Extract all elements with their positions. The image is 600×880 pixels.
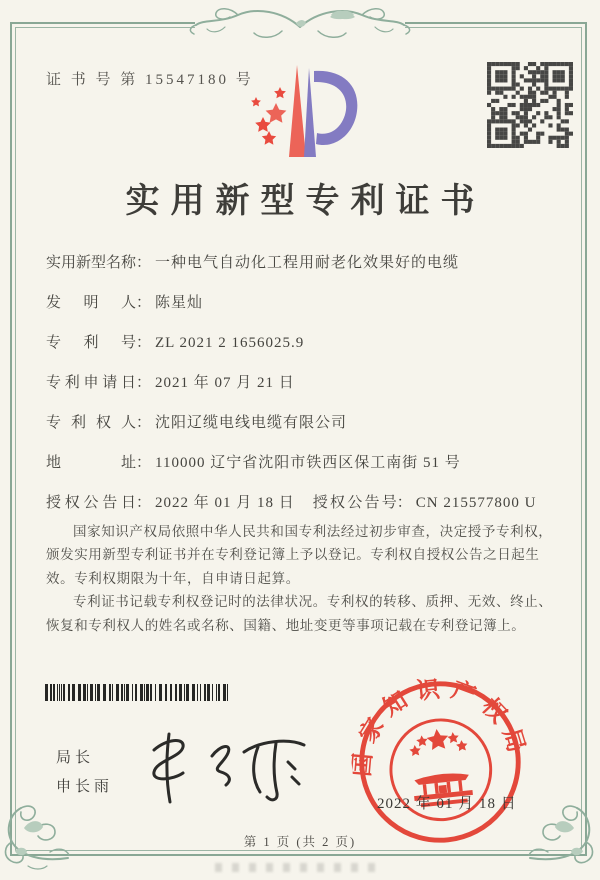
- field-colon: ：: [396, 495, 412, 511]
- field-colon: ：: [136, 415, 152, 431]
- field-label: 专利申请日: [46, 375, 136, 391]
- signer-name: 申长雨: [56, 778, 114, 795]
- field-row-patentee: [46, 412, 564, 452]
- field-colon: ：: [136, 295, 152, 311]
- cnipa-logo-icon: [236, 57, 366, 169]
- field-colon: ：: [136, 375, 152, 391]
- field-value: 2022 年 01 月 18 日: [155, 495, 295, 511]
- field-value: ZL 2021 2 1656025.9: [155, 335, 305, 351]
- field-label: 专利权人: [46, 415, 136, 431]
- legal-text: [46, 520, 562, 637]
- field-value: 一种电气自动化工程用耐老化效果好的电缆: [155, 255, 460, 271]
- field-list: [46, 252, 564, 532]
- field-row-address: [46, 452, 564, 492]
- field-colon: ：: [136, 495, 152, 511]
- signer-role: 局长: [56, 750, 95, 766]
- legal-paragraph-1: 国家知识产权局依照中华人民共和国专利法经过初步审查，决定授予专利权，颁发实用新型专利证书并在专利登记簿上予以登记。专利权自授权公告之日起生效。专利权期限为十年，自申请日起算。: [46, 524, 553, 586]
- field-value: 2021 年 07 月 21 日: [155, 375, 295, 391]
- field-value: 陈星灿: [155, 295, 204, 311]
- field-label: 授权公告日: [46, 495, 136, 511]
- top-flourish-ornament-icon: [185, 1, 415, 47]
- field-colon: ：: [136, 455, 152, 471]
- page-showthrough-smudge: [215, 863, 385, 872]
- field-value: 沈阳辽缆电线电缆有限公司: [155, 415, 348, 431]
- legal-paragraph-2: 专利证书记载专利权登记时的法律状况。专利权的转移、质押、无效、终止、恢复和专利权人的姓名或名称、国籍、地址变更等事项记载在专利登记簿上。: [46, 594, 553, 633]
- qr-code: [487, 62, 573, 148]
- seal-date: 2022 年 01 月 18 日: [377, 796, 517, 812]
- seal-ring-text: 国家知识产权局: [349, 675, 532, 778]
- field-row-filing-date: [46, 372, 564, 412]
- field-label: 发明人: [46, 295, 136, 311]
- signer-block: [56, 744, 113, 801]
- official-seal: [343, 665, 536, 858]
- field-row-name: [46, 252, 564, 292]
- field-colon: ：: [136, 255, 152, 271]
- field-value: CN 215577800 U: [415, 495, 537, 511]
- handwritten-signature-icon: [138, 722, 318, 806]
- field-label: 授权公告号: [312, 495, 397, 511]
- field-row-patent-no: [46, 332, 564, 372]
- field-label: 实用新型名称: [46, 255, 137, 271]
- certificate-title: 实用新型专利证书: [125, 183, 486, 220]
- barcode: [45, 684, 228, 701]
- field-row-inventor: [46, 292, 564, 332]
- field-label: 地址: [46, 455, 136, 471]
- page-number: 第 1 页 (共 2 页): [243, 835, 357, 849]
- field-label: 专利号: [46, 335, 136, 351]
- certificate-number: 证 书 号 第 15547180 号: [46, 72, 254, 88]
- svg-text:国家知识产权局: [343, 667, 533, 781]
- field-colon: ：: [136, 335, 152, 351]
- field-value: 110000 辽宁省沈阳市铁西区保工南街 51 号: [155, 455, 461, 471]
